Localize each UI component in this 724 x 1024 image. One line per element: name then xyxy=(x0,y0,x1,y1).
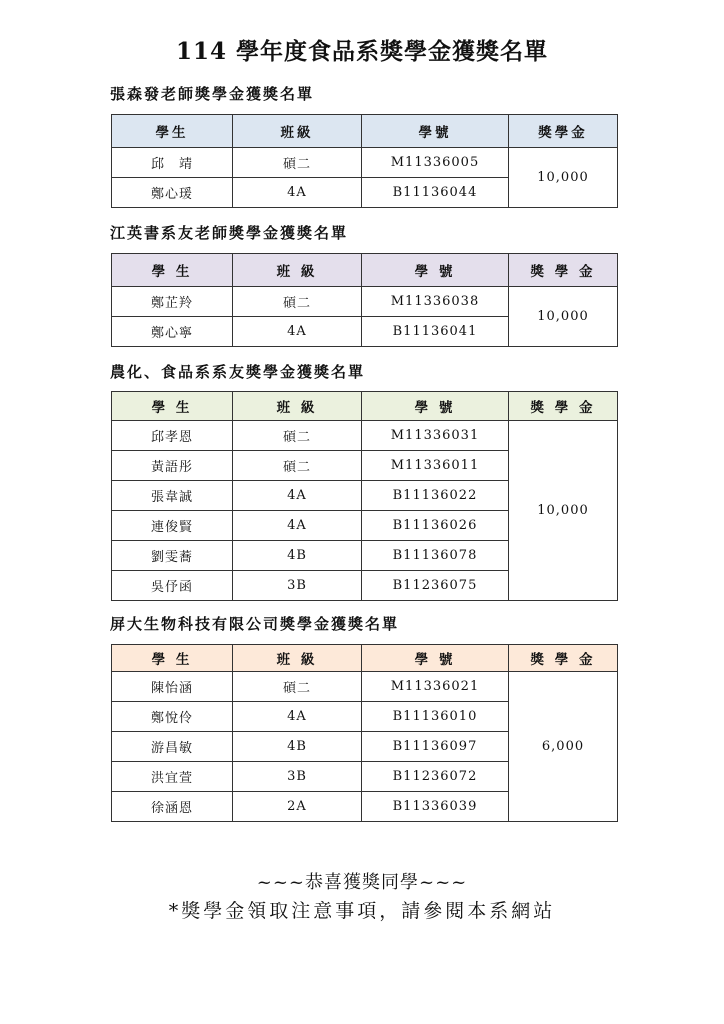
header-class: 班 級 xyxy=(233,392,362,421)
student-class: 碩二 xyxy=(233,287,362,317)
header-student: 學 生 xyxy=(112,254,233,287)
student-id: M11336011 xyxy=(362,451,509,481)
student-class: 3B xyxy=(233,571,362,601)
table-row xyxy=(112,672,618,702)
section-title-4: 屏大生物科技有限公司獎學金獲獎名單 xyxy=(110,615,400,633)
scholarship-table-2 xyxy=(111,253,618,347)
section-title-1: 張森發老師獎學金獲獎名單 xyxy=(110,85,315,103)
student-class: 3B xyxy=(233,762,362,792)
student-id: M11336038 xyxy=(362,287,509,317)
section-title-2: 江英書系友老師獎學金獲獎名單 xyxy=(110,224,349,242)
student-class: 4A xyxy=(233,511,362,541)
header-class: 班 級 xyxy=(233,254,362,287)
student-id: B11136026 xyxy=(362,511,509,541)
student-id: B11236075 xyxy=(362,571,509,601)
header-student: 學 生 xyxy=(112,645,233,672)
student-class: 碩二 xyxy=(233,148,362,178)
student-id: B11336039 xyxy=(362,792,509,822)
student-name: 鄭芷羚 xyxy=(112,287,233,317)
scholarship-table-3 xyxy=(111,391,618,601)
header-student: 學生 xyxy=(112,115,233,148)
student-name: 洪宜萱 xyxy=(112,762,233,792)
student-class: 4B xyxy=(233,732,362,762)
student-name: 徐涵恩 xyxy=(112,792,233,822)
student-class: 碩二 xyxy=(233,451,362,481)
scholarship-amount: 10,000 xyxy=(509,148,618,208)
student-id: M11336005 xyxy=(362,148,509,178)
student-name: 陳怡涵 xyxy=(112,672,233,702)
header-id: 學號 xyxy=(362,115,509,148)
scholarship-amount: 6,000 xyxy=(509,672,618,822)
header-id: 學 號 xyxy=(362,392,509,421)
section-title-3: 農化、食品系系友獎學金獲獎名單 xyxy=(110,363,366,381)
student-id: B11136097 xyxy=(362,732,509,762)
header-id: 學 號 xyxy=(362,645,509,672)
student-name: 吳伃函 xyxy=(112,571,233,601)
table-header-row xyxy=(112,392,618,421)
scholarship-table-4 xyxy=(111,644,618,822)
student-class: 4B xyxy=(233,541,362,571)
student-name: 張韋誠 xyxy=(112,481,233,511)
student-id: B11136041 xyxy=(362,317,509,347)
header-amount: 獎學金 xyxy=(509,115,618,148)
page-title: 114 學年度食品系獎學金獲獎名單 xyxy=(175,38,549,65)
student-id: B11136022 xyxy=(362,481,509,511)
scholarship-table-1 xyxy=(111,114,618,208)
student-name: 鄭悅伶 xyxy=(112,702,233,732)
header-amount: 獎 學 金 xyxy=(509,254,618,287)
table-header-row xyxy=(112,254,618,287)
student-class: 4A xyxy=(233,481,362,511)
student-class: 4A xyxy=(233,702,362,732)
congratulations-text: ~~~恭喜獲獎同學~~~ xyxy=(256,872,468,893)
student-class: 2A xyxy=(233,792,362,822)
scholarship-amount: 10,000 xyxy=(509,421,618,601)
student-id: M11336021 xyxy=(362,672,509,702)
student-name: 鄭心瑗 xyxy=(112,178,233,208)
student-name: 游昌敏 xyxy=(112,732,233,762)
student-id: M11336031 xyxy=(362,421,509,451)
student-class: 碩二 xyxy=(233,421,362,451)
header-student: 學 生 xyxy=(112,392,233,421)
student-id: B11136010 xyxy=(362,702,509,732)
student-id: B11236072 xyxy=(362,762,509,792)
table-header-row xyxy=(112,115,618,148)
student-name: 邱 靖 xyxy=(112,148,233,178)
student-class: 4A xyxy=(233,178,362,208)
student-name: 鄭心寧 xyxy=(112,317,233,347)
scholarship-amount: 10,000 xyxy=(509,287,618,347)
student-class: 碩二 xyxy=(233,672,362,702)
table-header-row xyxy=(112,645,618,672)
header-amount: 獎 學 金 xyxy=(509,645,618,672)
student-id: B11136044 xyxy=(362,178,509,208)
student-name: 連俊賢 xyxy=(112,511,233,541)
student-name: 黃語彤 xyxy=(112,451,233,481)
table-row xyxy=(112,148,618,178)
header-amount: 獎 學 金 xyxy=(509,392,618,421)
table-row xyxy=(112,287,618,317)
notice-text: *獎學金領取注意事項，請參閱本系網站 xyxy=(168,900,556,922)
table-row xyxy=(112,421,618,451)
student-name: 邱孝恩 xyxy=(112,421,233,451)
header-class: 班 級 xyxy=(233,645,362,672)
student-id: B11136078 xyxy=(362,541,509,571)
header-class: 班級 xyxy=(233,115,362,148)
student-class: 4A xyxy=(233,317,362,347)
student-name: 劉雯蕎 xyxy=(112,541,233,571)
header-id: 學 號 xyxy=(362,254,509,287)
